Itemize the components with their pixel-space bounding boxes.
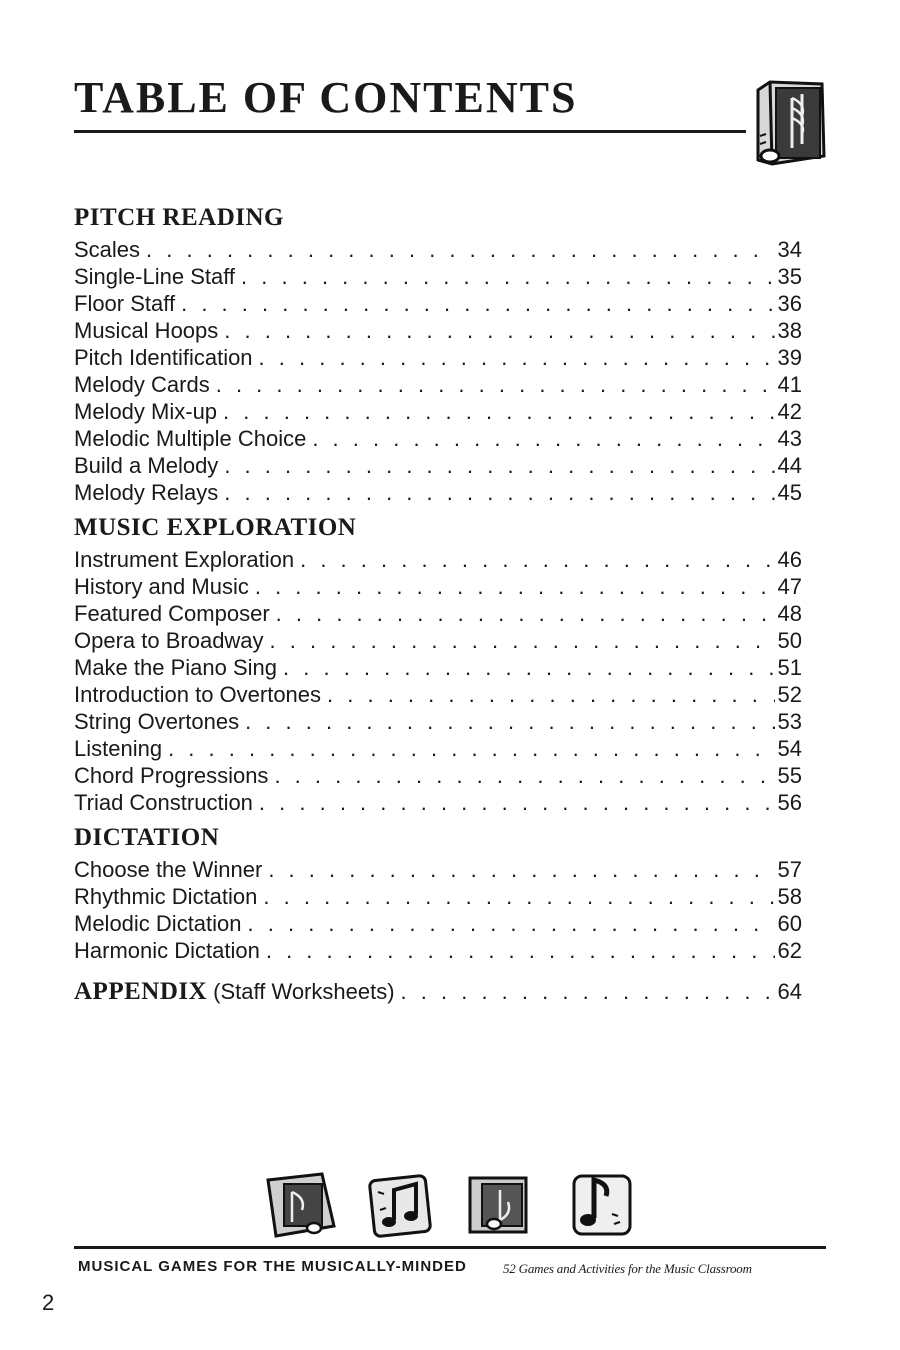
entry-title: Melody Cards: [74, 372, 210, 397]
entry-title: String Overtones: [74, 709, 240, 734]
entry-page: 50: [777, 628, 802, 653]
dot-leader: [224, 317, 774, 344]
entry-title: Featured Composer: [74, 601, 270, 626]
toc-entry[interactable]: [74, 627, 802, 654]
entry-title: Melody Relays: [74, 480, 219, 505]
toc-entry[interactable]: [74, 856, 802, 883]
entry-page: 46: [777, 547, 802, 572]
toc-entry[interactable]: [74, 735, 802, 762]
entry-page: 62: [777, 938, 802, 963]
music-book-icon: [748, 76, 832, 172]
toc-entry-appendix[interactable]: [74, 978, 802, 1005]
entry-title: Listening: [74, 736, 163, 761]
entry-title: Triad Construction: [74, 790, 253, 815]
dot-leader: [224, 479, 774, 506]
toc-entry[interactable]: [74, 236, 802, 263]
toc-entry[interactable]: [74, 708, 802, 735]
toc-entry[interactable]: [74, 600, 802, 627]
section-heading: MUSIC EXPLORATION: [74, 514, 357, 541]
entry-title: History and Music: [74, 574, 249, 599]
entry-page: 35: [777, 264, 802, 289]
appendix-heading: APPENDIX: [74, 978, 208, 1005]
toc-entry[interactable]: [74, 398, 802, 425]
toc-entry[interactable]: [74, 263, 802, 290]
dot-leader: [263, 883, 774, 910]
dot-leader: [401, 978, 775, 1005]
entry-title: Harmonic Dictation: [74, 938, 260, 963]
dot-leader: [268, 856, 774, 883]
dot-leader: [181, 290, 774, 317]
dot-leader: [146, 236, 774, 263]
entry-title: Chord Progressions: [74, 763, 269, 788]
entry-title: Pitch Identification: [74, 345, 253, 370]
entry-page: 41: [777, 372, 802, 397]
entry-page: 43: [777, 426, 802, 451]
dot-leader: [245, 708, 774, 735]
footer-book-title: MUSICAL GAMES FOR THE MUSICALLY-MINDED: [78, 1258, 467, 1275]
appendix-title: [74, 978, 395, 1005]
toc-entry[interactable]: [74, 883, 802, 910]
dot-leader: [259, 789, 775, 816]
entry-title: Choose the Winner: [74, 857, 263, 882]
section-pitch-reading: [74, 200, 802, 506]
entry-title: Opera to Broadway: [74, 628, 264, 653]
entry-page: 52: [777, 682, 802, 707]
dot-leader: [276, 600, 775, 627]
entry-page: 58: [777, 884, 802, 909]
dot-leader: [224, 452, 774, 479]
entry-title: Musical Hoops: [74, 318, 219, 343]
dot-leader: [255, 573, 775, 600]
toc-entry[interactable]: [74, 371, 802, 398]
dot-leader: [259, 344, 775, 371]
entry-page: 54: [777, 736, 802, 761]
toc-entry[interactable]: [74, 681, 802, 708]
toc-entry[interactable]: [74, 317, 802, 344]
entry-title: Melodic Dictation: [74, 911, 242, 936]
section-heading: PITCH READING: [74, 204, 284, 231]
toc-entry[interactable]: [74, 425, 802, 452]
dot-leader: [270, 627, 775, 654]
title-rule: [74, 130, 746, 133]
toc-entry[interactable]: [74, 573, 802, 600]
entry-page: 47: [777, 574, 802, 599]
entry-page: 38: [777, 318, 802, 343]
music-note-tile-icon: [568, 1170, 638, 1240]
footer-rule: [74, 1246, 826, 1249]
page-title: TABLE OF CONTENTS: [74, 73, 578, 122]
section-heading: DICTATION: [74, 824, 220, 851]
appendix-subtitle: (Staff Worksheets): [213, 979, 395, 1004]
entry-page: 44: [777, 453, 802, 478]
entry-page: 57: [777, 857, 802, 882]
table-of-contents: [74, 200, 802, 1005]
dot-leader: [248, 910, 775, 937]
entry-title: Single-Line Staff: [74, 264, 236, 289]
toc-entry[interactable]: [74, 479, 802, 506]
dot-leader: [266, 937, 775, 964]
entry-title: Build a Melody: [74, 453, 219, 478]
toc-entry[interactable]: [74, 344, 802, 371]
entry-title: Floor Staff: [74, 291, 176, 316]
entry-page: 60: [777, 911, 802, 936]
music-note-tile-icon: [366, 1170, 436, 1240]
toc-entry[interactable]: [74, 910, 802, 937]
footer-icons: [262, 1170, 642, 1240]
toc-entry[interactable]: [74, 546, 802, 573]
entry-page: 42: [777, 399, 802, 424]
entry-title: Make the Piano Sing: [74, 655, 278, 680]
entry-page: 64: [777, 979, 802, 1004]
entry-page: 34: [777, 237, 802, 262]
toc-entry[interactable]: [74, 654, 802, 681]
dot-leader: [274, 762, 774, 789]
dot-leader: [168, 735, 774, 762]
entry-page: 53: [777, 709, 802, 734]
dot-leader: [327, 681, 774, 708]
entry-page: 48: [777, 601, 802, 626]
dot-leader: [223, 398, 774, 425]
section-music-exploration: [74, 510, 802, 816]
dot-leader: [216, 371, 775, 398]
toc-entry[interactable]: [74, 452, 802, 479]
entry-page: 36: [777, 291, 802, 316]
entry-page: 39: [777, 345, 802, 370]
toc-entry[interactable]: [74, 789, 802, 816]
entry-page: 51: [777, 655, 802, 680]
toc-entry[interactable]: [74, 937, 802, 964]
entry-title: Scales: [74, 237, 141, 262]
dot-leader: [300, 546, 774, 573]
entry-title: Melody Mix-up: [74, 399, 218, 424]
entry-title: Instrument Exploration: [74, 547, 295, 572]
music-book-icon: [262, 1170, 338, 1240]
entry-page: 55: [777, 763, 802, 788]
entry-title: Rhythmic Dictation: [74, 884, 258, 909]
dot-leader: [283, 654, 774, 681]
entry-page: 45: [777, 480, 802, 505]
entry-title: Introduction to Overtones: [74, 682, 322, 707]
entry-page: 56: [777, 790, 802, 815]
toc-entry[interactable]: [74, 762, 802, 789]
footer-book-subtitle: 52 Games and Activities for the Music Classroom: [503, 1261, 752, 1276]
dot-leader: [312, 425, 774, 452]
page-number: 2: [42, 1290, 55, 1315]
section-dictation: [74, 820, 802, 964]
toc-entry[interactable]: [74, 290, 802, 317]
entry-title: Melodic Multiple Choice: [74, 426, 307, 451]
music-book-icon: [464, 1170, 534, 1240]
dot-leader: [241, 263, 774, 290]
